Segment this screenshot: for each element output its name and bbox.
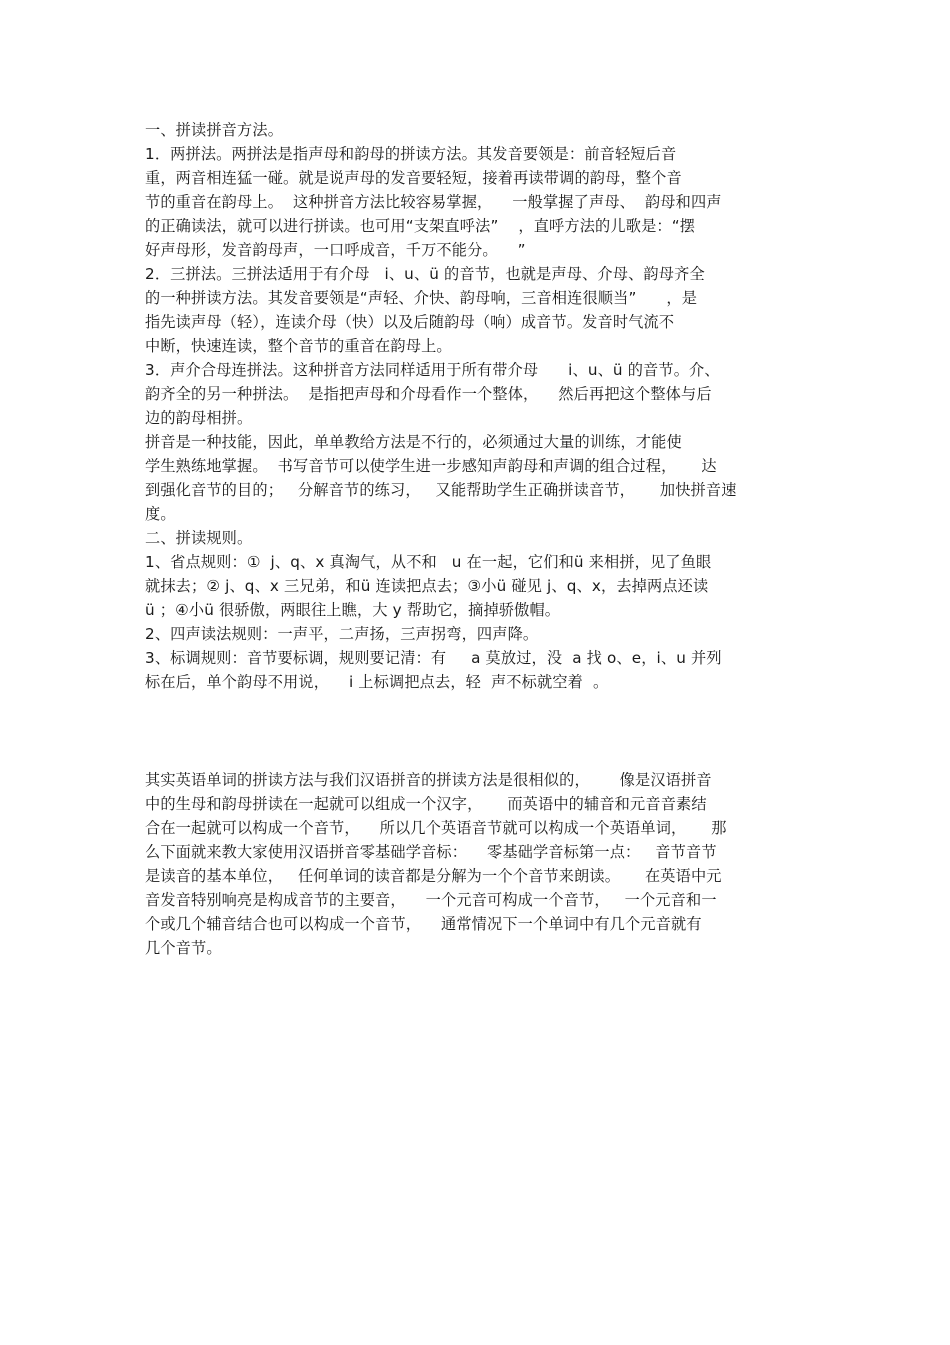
text-line: 好声母形，发音韵母声，一口呼成音，千万不能分。 ” [145,241,526,259]
text-line: 二、拼读规则。 [145,529,253,547]
text-line: 韵齐全的另一种拼法。 是指把声母和介母看作一个整体， 然后再把这个整体与后 [145,385,712,403]
text-line: 几个音节。 [145,939,222,957]
text-line: 中的生母和韵母拼读在一起就可以组成一个汉字， 而英语中的辅音和元音音素结 [145,795,707,813]
english-phonetics-section [145,768,810,960]
text-line: 么下面就来教大家使用汉语拼音零基础学音标： 零基础学音标第一点： 音节音节 [145,843,717,861]
pinyin-methods-section [145,118,810,694]
text-line: 是读音的基本单位， 任何单词的读音都是分解为一个个音节来朗读。 在英语中元 [145,867,722,885]
text-line: 中断，快速连读，整个音节的重音在韵母上。 [145,337,452,355]
text-line: 2、四声读法规则：一声平，二声扬，三声拐弯，四声降。 [145,625,539,643]
text-line: 2．三拼法。三拼法适用于有介母 i、u、ü 的音节，也就是声母、介母、韵母齐全 [145,265,705,283]
text-line: 到强化音节的目的； 分解音节的练习， 又能帮助学生正确拼读音节， 加快拼音速 [145,481,737,499]
text-line: 指先读声母（轻），连读介母（快）以及后随韵母（响）成音节。发音时气流不 [145,313,675,331]
text-line: 1．两拼法。两拼法是指声母和韵母的拼读方法。其发音要领是：前音轻短后音 [145,145,677,163]
text-line: 音发音特别响亮是构成音节的主要音， 一个元音可构成一个音节， 一个元音和一 [145,891,717,909]
text-line: 一、拼读拼音方法。 [145,121,284,139]
text-line: 3、标调规则：音节要标调，规则要记清：有 a 莫放过，没 a 找 o、e，i、u 并列 [145,649,722,667]
text-line: 3．声介合母连拼法。这种拼音方法同样适用于所有带介母 i、u、ü 的音节。介、 [145,361,720,379]
text-line: 其实英语单词的拼读方法与我们汉语拼音的拼读方法是很相似的， 像是汉语拼音 [145,771,712,789]
text-line: ü ；④小ü 很骄傲，两眼往上瞧，大 y 帮助它，摘掉骄傲帽。 [145,601,561,619]
text-line: 合在一起就可以构成一个音节， 所以几个英语音节就可以构成一个英语单词， 那 [145,819,727,837]
text-line: 1、省点规则：① j、q、x 真淘气，从不和 u 在一起，它们和ü 来相拼，见了鱼眼 [145,553,712,571]
text-line: 个或几个辅音结合也可以构成一个音节， 通常情况下一个单词中有几个元音就有 [145,915,702,933]
text-line: 边的韵母相拼。 [145,409,253,427]
text-line: 学生熟练地掌握。 书写音节可以使学生进一步感知声韵母和声调的组合过程， 达 [145,457,717,475]
text-line: 标在后，单个韵母不用说， i 上标调把点去，轻 声不标就空着 。 [145,673,609,691]
text-line: 拼音是一种技能，因此，单单教给方法是不行的，必须通过大量的训练，才能使 [145,433,682,451]
text-line: 度。 [145,505,176,523]
text-line: 节的重音在韵母上。 这种拼音方法比较容易掌握， 一般掌握了声母、 韵母和四声 [145,193,722,211]
text-line: 就抹去；② j、q、x 三兄弟，和ü 连读把点去；③小ü 碰见 j、q、x，去掉两点还读 [145,577,709,595]
text-line: 的正确读法，就可以进行拼读。也可用“支架直呼法” ，直呼方法的儿歌是：“摆 [145,217,696,235]
text-line: 的一种拼读方法。其发音要领是“声轻、介快、韵母响，三音相连很顺当” ，是 [145,289,698,307]
text-line: 重，两音相连猛一碰。就是说声母的发音要轻短，接着再读带调的韵母，整个音 [145,169,682,187]
